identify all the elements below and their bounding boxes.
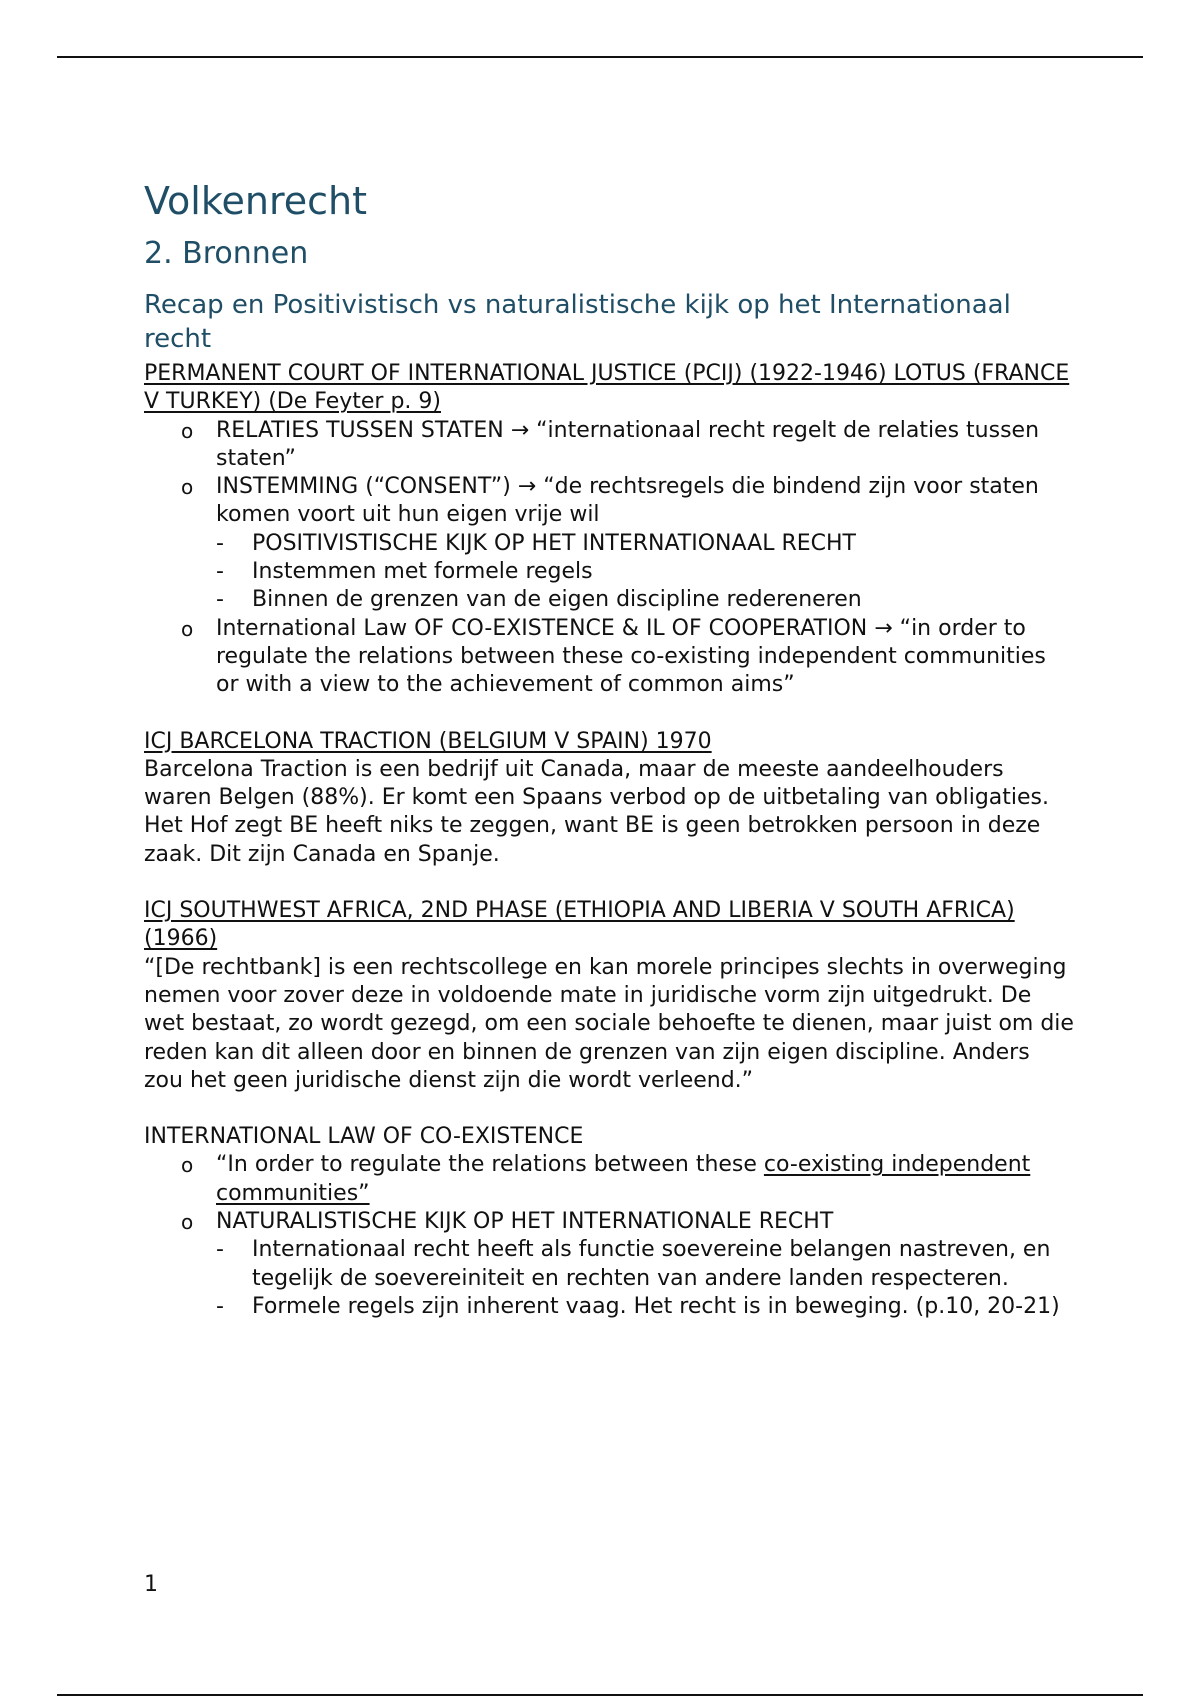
coexistence-sublist: [144, 1236, 1074, 1321]
lotus-case-heading: PERMANENT COURT OF INTERNATIONAL JUSTICE (PCIJ) (1922-1946) LOTUS (FRANCE V TURKEY) (De Feyter p. 9): [144, 361, 1070, 415]
document-body: [144, 178, 1074, 1321]
southwest-case-text: “[De rechtbank] is een rechtscollege en kan morele principes slechts in overweging nemen voor zover deze in voldoende mate in juridische vorm zijn uitgedrukt. De wet bestaat, zo wordt gezegd, om een sociale behoefte te dienen, maar juist om die reden kan dit alleen door en binnen de grenzen van zijn eigen discipline. Anders zou het geen juridische dienst zijn die wordt verleend.”: [144, 954, 1074, 1093]
list-item-text: RELATIES TUSSEN STATEN → “internationaal recht regelt de relaties tussen staten”: [216, 417, 1040, 471]
dash-bullet: -: [216, 1293, 224, 1319]
list-item: [144, 1151, 1074, 1208]
list-item-text: INSTEMMING (“CONSENT”) → “de rechtsregels die bindend zijn voor staten komen voort uit hun eigen vrije wil: [216, 474, 1039, 528]
dash-bullet: -: [216, 530, 224, 556]
dash-bullet: -: [216, 559, 224, 585]
coexistence-list: [144, 1151, 1074, 1236]
dash-bullet: -: [216, 1237, 224, 1263]
list-item: [144, 473, 1074, 530]
lotus-sublist: [144, 530, 1074, 615]
list-item: [144, 1208, 1074, 1236]
circle-bullet: o: [181, 475, 194, 500]
list-item: [144, 615, 1074, 700]
list-item: [144, 558, 1074, 586]
barcelona-case-heading: ICJ BARCELONA TRACTION (BELGIUM V SPAIN) 1970: [144, 728, 712, 754]
page-number: 1: [144, 1572, 158, 1597]
list-item-text: Instemmen met formele regels: [252, 559, 593, 585]
list-item: [144, 417, 1074, 474]
list-item-text: Binnen de grenzen van de eigen discipline redereneren: [252, 587, 862, 613]
circle-bullet: o: [181, 418, 194, 443]
list-item-text: NATURALISTISCHE KIJK OP HET INTERNATIONALE RECHT: [216, 1209, 834, 1235]
list-item-text: Internationaal recht heeft als functie soevereine belangen nastreven, en tegelijk de soevereiniteit en rechten van andere landen respecteren.: [252, 1237, 1051, 1291]
header-rule: [57, 56, 1143, 58]
document-title: Volkenrecht: [144, 179, 368, 223]
list-item-text: International Law OF CO-EXISTENCE & IL OF COOPERATION → “in order to regulate the relations between these co-existing independent communities or with a view to the achievement of common aims”: [216, 615, 1046, 698]
chapter-heading: 2. Bronnen: [144, 236, 309, 271]
dash-bullet: -: [216, 587, 224, 613]
circle-bullet: o: [181, 1153, 194, 1178]
southwest-case-heading: ICJ SOUTHWEST AFRICA, 2ND PHASE (ETHIOPIA AND LIBERIA V SOUTH AFRICA) (1966): [144, 898, 1015, 952]
circle-bullet: o: [181, 1210, 194, 1235]
list-item: [144, 530, 1074, 558]
list-item: [144, 1236, 1074, 1293]
footer-rule: [57, 1694, 1143, 1696]
lotus-list-continued: [144, 615, 1074, 700]
list-item-text: POSITIVISTISCHE KIJK OP HET INTERNATIONAAL RECHT: [252, 530, 856, 556]
list-item-text: Formele regels zijn inherent vaag. Het recht is in beweging. (p.10, 20-21): [252, 1293, 1060, 1319]
section-heading: Recap en Positivistisch vs naturalistische kijk op het Internationaal recht: [144, 290, 1011, 354]
list-item-underlined-text: co-existing independent communities”: [216, 1152, 1031, 1206]
list-item: [144, 1293, 1074, 1321]
lotus-list: [144, 417, 1074, 530]
coexistence-heading: INTERNATIONAL LAW OF CO-EXISTENCE: [144, 1124, 584, 1150]
barcelona-case-text: Barcelona Traction is een bedrijf uit Canada, maar de meeste aandeelhouders waren Belgen (88%). Er komt een Spaans verbod op de uitbetaling van obligaties. Het Hof zegt BE heeft niks te zeggen, want BE is geen betrokken persoon in deze zaak. Dit zijn Canada en Spanje.: [144, 756, 1050, 867]
list-item: [144, 586, 1074, 614]
list-item-text: “In order to regulate the relations between these: [216, 1152, 764, 1178]
circle-bullet: o: [181, 616, 194, 641]
